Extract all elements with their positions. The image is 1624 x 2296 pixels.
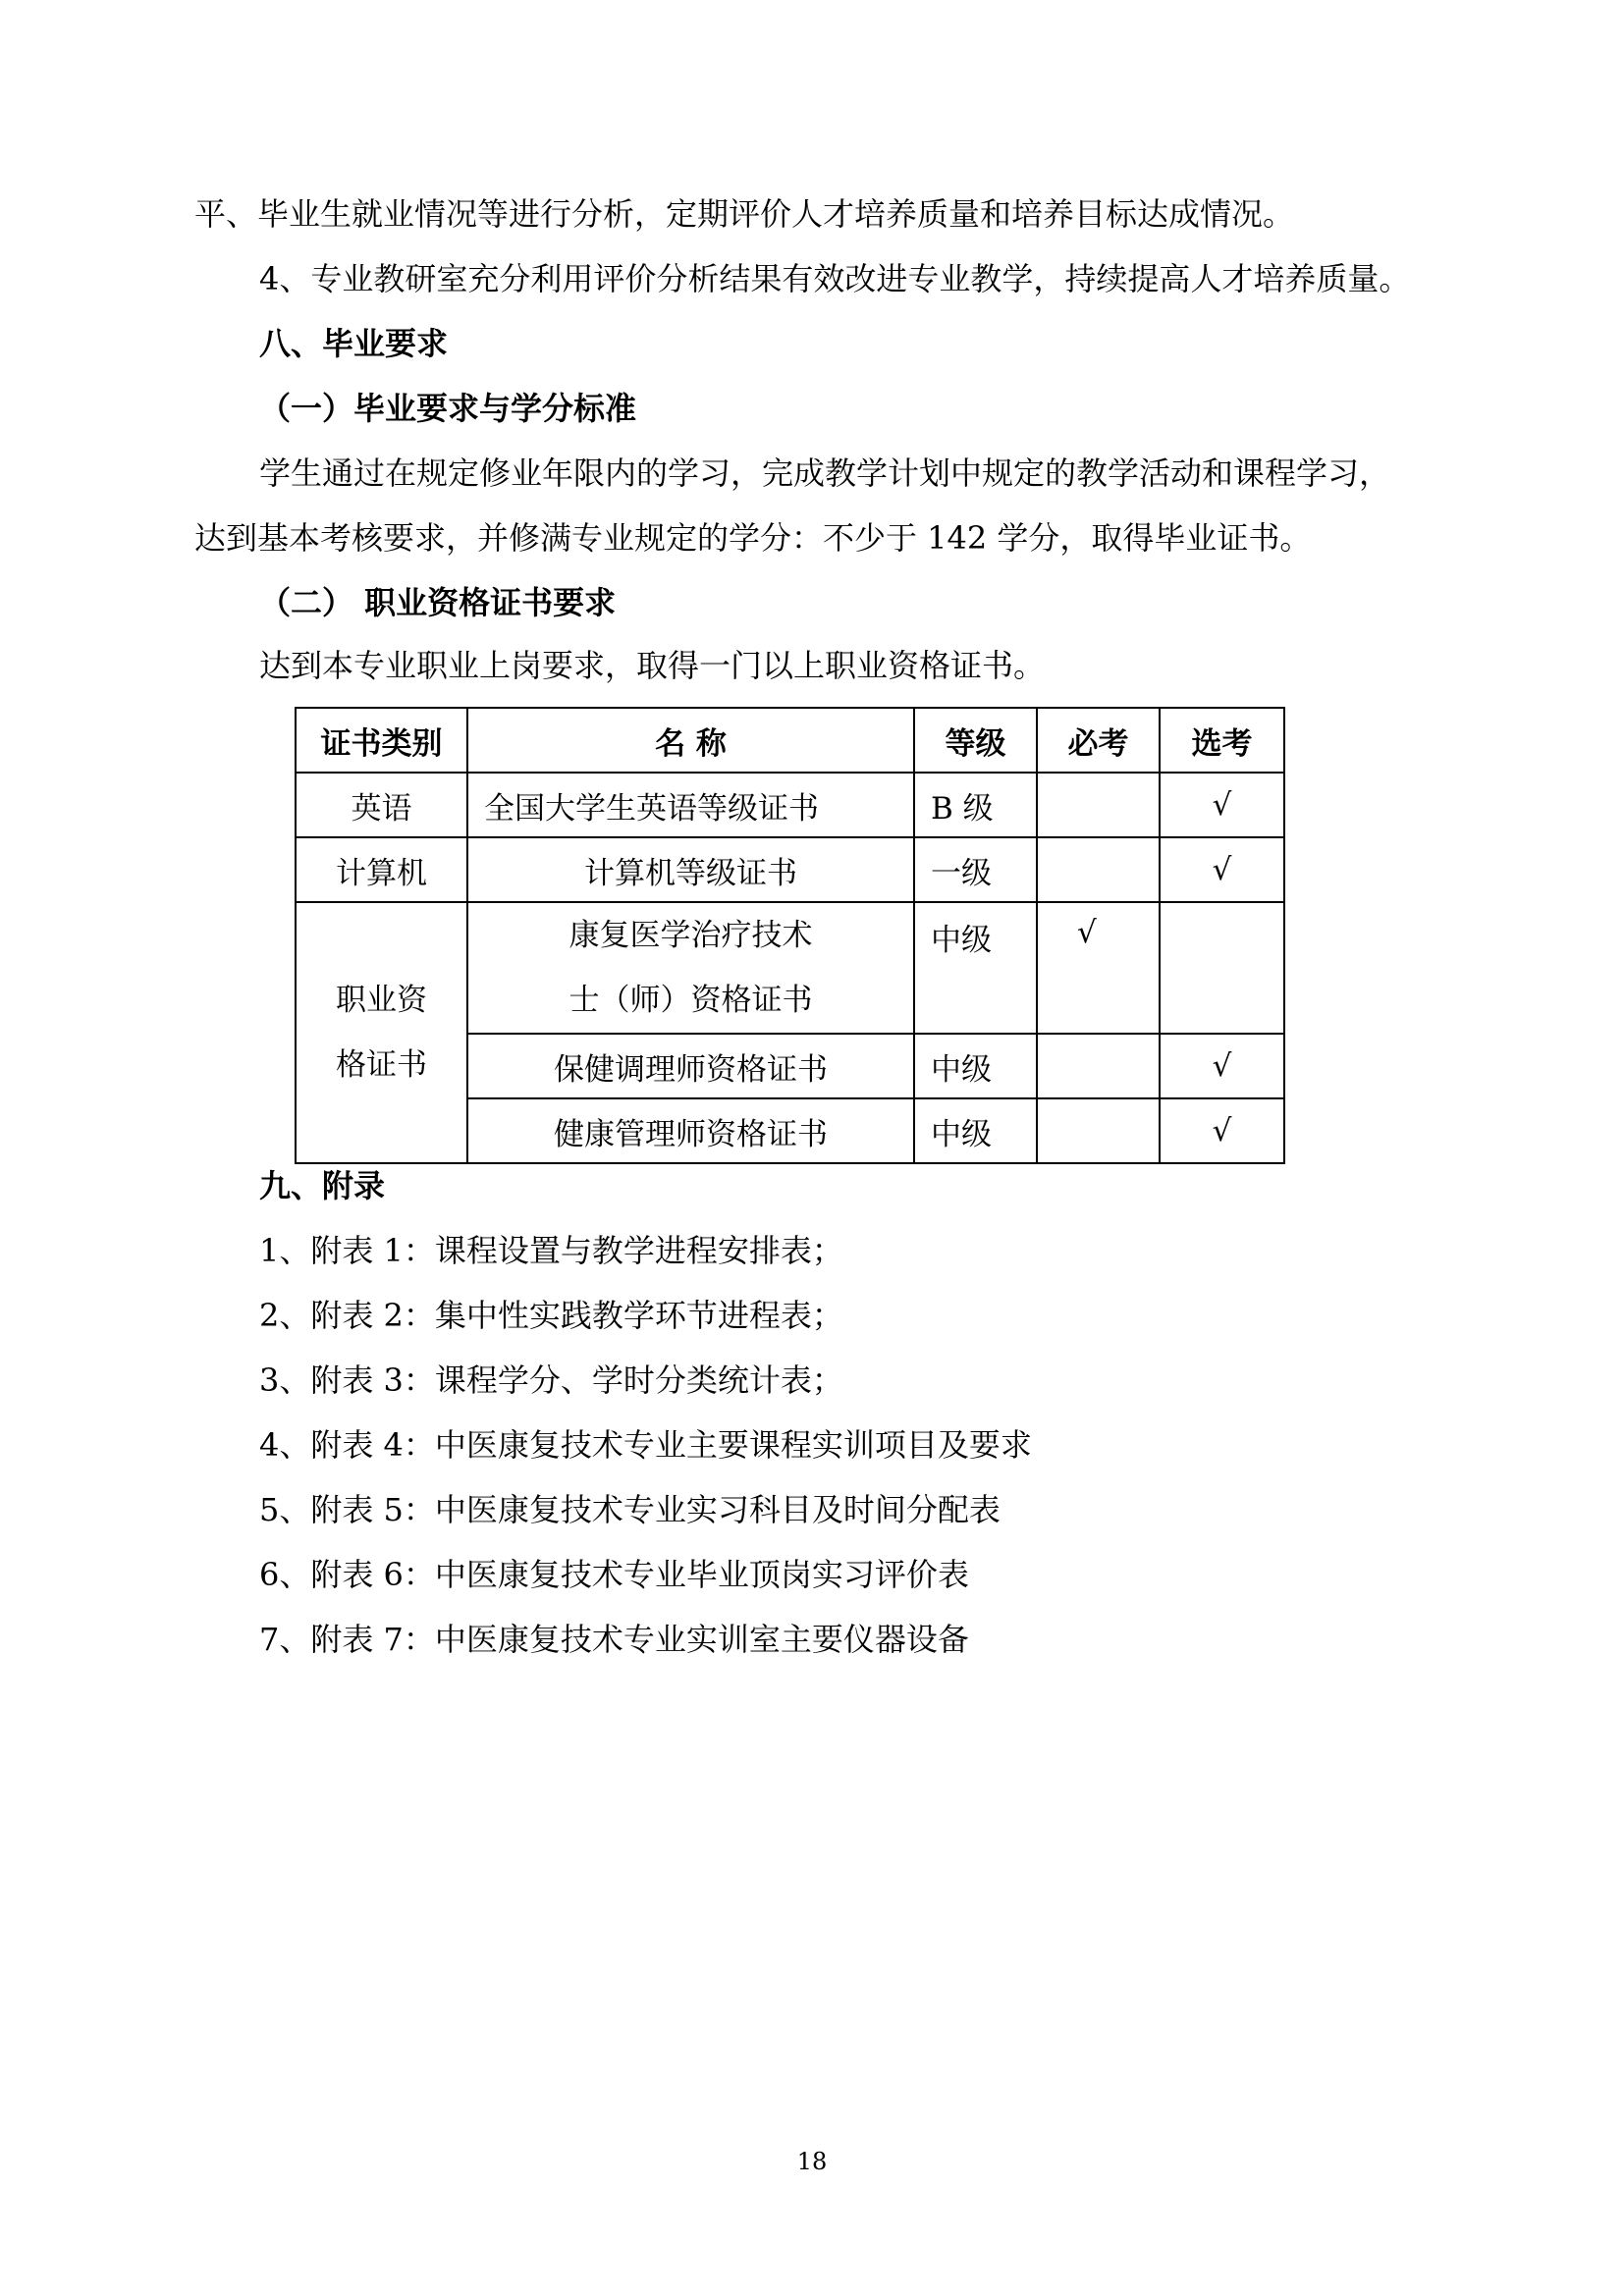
appendix-item: 6、附表 6：中医康复技术专业毕业顶岗实习评价表	[259, 1556, 969, 1593]
table-header-row	[296, 708, 1284, 773]
cell-level: 中级	[914, 1098, 1037, 1163]
paragraph-continuation: 平、毕业生就业情况等进行分析，定期评价人才培养质量和培养目标达成情况。	[194, 195, 1295, 233]
header-name: 名 称	[467, 708, 914, 773]
cell-optional-check: √	[1160, 773, 1284, 837]
cell-level: 中级	[914, 1034, 1037, 1098]
cell-name: 健康管理师资格证书	[467, 1098, 914, 1163]
name-line: 士（师）资格证书	[568, 983, 813, 1018]
table-row	[296, 902, 1284, 1034]
table-row	[296, 773, 1284, 837]
header-required: 必考	[1037, 708, 1160, 773]
appendix-item: 2、附表 2：集中性实践教学环节进程表；	[259, 1297, 843, 1334]
cell-category: 计算机	[296, 837, 467, 902]
table-row	[296, 837, 1284, 902]
cell-level: B 级	[914, 773, 1037, 837]
appendix-item: 3、附表 3：课程学分、学时分类统计表；	[259, 1362, 843, 1399]
cell-name	[467, 902, 914, 1034]
subsection-heading-credits: （一）毕业要求与学分标准	[259, 390, 637, 427]
cell-category: 英语	[296, 773, 467, 837]
cell-level: 中级	[914, 902, 1037, 1034]
cell-level: 一级	[914, 837, 1037, 902]
appendix-item: 1、附表 1：课程设置与教学进程安排表；	[259, 1232, 843, 1269]
cell-name: 计算机等级证书	[467, 837, 914, 902]
category-line: 格证书	[336, 1047, 427, 1083]
section-heading-graduation: 八、毕业要求	[259, 325, 449, 362]
appendix-item: 4、附表 4：中医康复技术专业主要课程实训项目及要求	[259, 1426, 1032, 1464]
cell-required	[1037, 1098, 1160, 1163]
cell-optional-check: √	[1160, 837, 1284, 902]
appendix-item: 5、附表 5：中医康复技术专业实习科目及时间分配表	[259, 1491, 1001, 1528]
cell-optional-check: √	[1160, 1098, 1284, 1163]
category-line: 职业资	[336, 983, 427, 1018]
subsection-heading-certificates: （二） 职业资格证书要求	[259, 584, 617, 621]
header-level: 等级	[914, 708, 1037, 773]
cell-optional	[1160, 902, 1284, 1034]
paragraph-certificates: 达到本专业职业上岗要求，取得一门以上职业资格证书。	[259, 647, 1046, 684]
certificate-table	[295, 707, 1285, 1164]
section-heading-appendix: 九、附录	[259, 1167, 386, 1204]
header-optional: 选考	[1160, 708, 1284, 773]
cell-optional-check: √	[1160, 1034, 1284, 1098]
paragraph-credits-line2: 达到基本考核要求，并修满专业规定的学分：不少于 142 学分，取得毕业证书。	[194, 519, 1312, 557]
page-number: 18	[796, 2148, 828, 2175]
appendix-item: 7、附表 7：中医康复技术专业实训室主要仪器设备	[259, 1621, 969, 1658]
cell-required	[1037, 837, 1160, 902]
cell-required-check: √	[1037, 902, 1160, 1034]
paragraph-item-4: 4、专业教研室充分利用评价分析结果有效改进专业教学，持续提高人才培养质量。	[259, 260, 1411, 297]
cell-name: 保健调理师资格证书	[467, 1034, 914, 1098]
cell-category-vocational	[296, 902, 467, 1163]
paragraph-credits-line1: 学生通过在规定修业年限内的学习，完成教学计划中规定的教学活动和课程学习，	[259, 454, 1391, 492]
cell-required	[1037, 1034, 1160, 1098]
cell-required	[1037, 773, 1160, 837]
cell-name: 全国大学生英语等级证书	[467, 773, 914, 837]
header-category: 证书类别	[296, 708, 467, 773]
name-line: 康复医学治疗技术	[568, 918, 813, 953]
